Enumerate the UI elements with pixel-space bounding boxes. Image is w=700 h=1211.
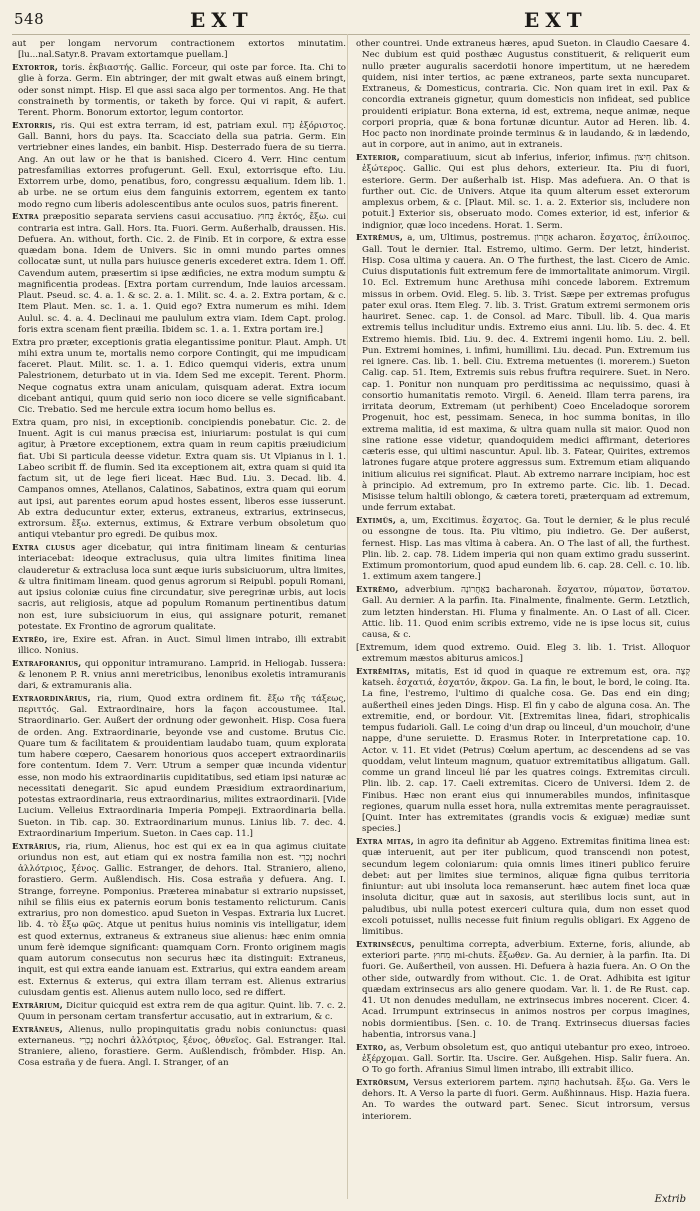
entry-text: Versus exteriorem partem. הַחוּצָה hachutsah. ἔξω. Ga. Vers le dehors. It. A Verso la parte di fuori. Germ. Außhinnaus. Hisp. Hazia fuera. An. To wardes the outward part. Senec. Sicut introrsum, versus interiorem. (362, 1077, 690, 1122)
entry-text: other countrei. Unde extraneus hæres, apud Sueton. in Claudio Caesare 4. Nec dubium est quid posthæc Augustus constituerit, & reliquerit eum nullo præter auguralis sacerdotii honore impertitum, ut ne hæredem quidem, nisi inter tertios, ac pæne extraneos, parte sexta nuncuparet. Extraneus, & Domesticus, contraria. Cic. Non quam iret in exil. Pax & concordia extraneis gignetur, quum domesticis non infideat, sed publice prouidenti eripiatur. Bona externa, id est, extrema, neque animæ, neque corpori propria, quæ & bona fortunæ dicuntur. Autor ad Heren. lib. 4. Hoc pacto non inordinate proinde terminus & in laudando, & in lædendo, aut in corpore, aut in animo, aut in extraneis. (356, 39, 690, 151)
dictionary-entry (12, 121, 346, 211)
entry-lemma: Extrārius, (12, 841, 61, 852)
dictionary-entry (12, 543, 346, 633)
dictionary-entry (12, 418, 346, 542)
running-head-left: EXT (190, 8, 254, 32)
dictionary-entry (356, 233, 690, 514)
entry-text: a, um, Ultimus, postremus. אַחֲרוֹן acharon. ἔσχατος, ἐπίλοιπος. Gall. Tout le dernier. Ital. Estremo, ultimo. Germ. Der letzt, hinderist. Hisp. Cosa ultima y cauera. An. O The furthest, the last. Cicero de Amic. Cuius disputationis fuit extremum fere de immortalitate animorum. Virgil. 10. Ecl. Extremum hunc Arethusa mihi concede laborem. Extremum missus in orbem. Ovid. Eleg. 5. lib. 3. Trist. Sæpe per extremas profugus pater exul oras. Item Eleg. 7. lib. 3. Trist. Gratum extremi sermonem oris hauriret. Senec. cap. 1. de Consol. ad Marc. Tibull. lib. 4. Qua maris extremis tellus includitur undis. Extremo eius anni. Liu. lib. 5. dec. 4. Et Extremo hiemis. Ibid. Liu. 9. dec. 4. Extremi ingenii homo. Liu. 2. bell. Pun. Extremi homines, i. infimi, humillimi. Liu. decad. Pun. Extremum ius rei ignere. Cas. lib. 1. bell. Ciu. Extrema metuentes (i. morerem.) Sueton Calig. cap. 51. Item, Extremis suis rebus fruftra requirere. Suet. in Nero. cap. 1. Ponitur non nunquam pro perditissima ac nequissimo, quasi à consortio humanitatis remoto. Virgil. 6. Aeneid. Illam terra parens, ira irritata deorum, Extremam (ut perhibent) Coeo Enceladoque sororem Progenuit, hoc est, pessimam. Seneca, in hoc summa bonitas, in illo extrema malitia, id est maxima, & ultra quam nulla sit maior. Quod non sine ratione esse videtur, quandoquidem medici affirmant, deteriores cæteris esse, qui ultimi nascuntur. Apul. lib. 3. Fatear, Quirites, extremos latrones fugare atque protere aggressus sum. Extremum etiam aliquando initium alicuius rei significat. Plaut. Ab extremo narrare incipiam, hoc est à principio. Ad extremum, pro In extremo parte. Cic. lib. 1. Decad. Misisse telum haltili oblongo, & cætera toreti, præterquam ad extremum, unde ferrum extabat. (362, 233, 690, 514)
entry-text: adverbium. בַּאַחֲרוֹנָה bacharonah. ἔσχατον, πύματον, ὕστατον. Gall. Au dernier. A la parfin. Ita. Finalmente, finalmente. Germ. Letztlich, zum letzten hinderstan. Hi. Fluma y finalmente. An. O Last of all. Cicer. Attic. lib. 11. Quod enim scribis extremo, vide ne is ipse locus sit, cuius causa, & c. (362, 585, 691, 640)
dictionary-entry (356, 153, 690, 232)
entry-text: aut per longam nervorum contractionem extortos minutatim. [lu...nal.Satyr.8. Pravam extortamque puellam.] (12, 39, 346, 61)
entry-text: toris. ἐκβιαστής. Gallic. Forceur, qui oste par force. Ita. Chi to glie à forza. Germ. Ein abtringer, der mit gwalt etwas auß einem bringt, oder sonst nimpt. Hisp. El que assi saca algo per tormentos. Ang. He that constraineth by tormentis, or taketh by force. Qui vi rapit, & aufert. Terent. Phorm. Bonorum extortor, legum contortor. (18, 63, 346, 118)
entry-text: qui opponitur intramurano. Lamprid. in Heliogab. Iussera: & lenonem P. R. vnius anni meretricibus, lenonibus exoletis intramuranis dari, & extramuranis alia. (18, 658, 346, 691)
entry-text: Alienus, nullo propinquitatis gradu nobis coniunctus: quasi externaneus. נָכְרִי nochri ἀλλότριος, ξένος, ὀθνεῖος. Gal. Estranger. Ital. Straniere, alieno, forastiere. Germ. Außlendisch, frömbder. Hisp. An. Cosa estraña y de fuera. Angl. I. Stranger, of an (18, 1024, 346, 1069)
left-column (12, 39, 346, 1124)
entry-lemma: Extorris, (12, 120, 56, 131)
entry-lemma: Extrēmus, (356, 233, 404, 244)
entry-text: ire, Exire est. Afran. in Auct. Simul limen intrabo, illi extrabit illico. Nonius. (18, 634, 347, 656)
entry-lemma: Extrĕo, (12, 634, 48, 645)
entry-lemma: Extrinsĕcus, (356, 939, 415, 950)
dictionary-entry (12, 212, 346, 336)
entry-text: Extra pro præter, exceptionis gratia elegantissime ponitur. Plaut. Amph. Ut mihi extra unum te, mortalis nemo corpore Contingit, qui me impudicam faceret. Plaut. Milit. sc. 1. a. 1. Edico quemqui videris, extra unum Palestrionem, deturbato ut in via. Idem Sed me excepit. Terent. Phorm. Neque cognatus extra unam aniculam, quisquam aderat. Extra iocum dicebant antiqui, quum quid serio non ioco dicere se velle significabant. Cic. Trebatio. Sed me hercule extra iocum homo bellus es. (12, 337, 346, 415)
dictionary-entry (356, 667, 690, 836)
dictionary-entry (356, 940, 690, 1041)
dictionary-entry (12, 63, 346, 119)
dictionary-entry (356, 837, 690, 938)
entry-text: Dicitur quicquid est extra rem de qua agitur. Quint. lib. 7. c. 2. Quum in personam certam transfertur accusatio, aut in extrarium, & c. (18, 1000, 347, 1022)
entry-lemma: Extrēmo, (356, 585, 399, 595)
entry-lemma: Extro, (356, 1042, 387, 1053)
entry-lemma: Extra mitas, (356, 837, 415, 847)
entry-text: comparatiuum, sicut ab inferius, inferior, infimus. חִיצוֹן chitson. ἐξώτερος. Gallic. Qui est plus dehors, exterieur. Ita. Piu di fuori, esteriore. Germ. Der außerhalb ist. Hisp. Mas adefuera. An. O that is further out. Cic. de Univers. Atque ita quum alterum esset exterorum amplexus orbem, & c. [Plaut. Mil. sc. 1. a. 2. Exterior sis, includere non potuit.] Exterior sis, obseruato modo. Comes exterior, id est, inferior & indignior, quæ loco incedens. Horat. 1. Serm. (362, 153, 690, 231)
dictionary-entry (12, 39, 346, 62)
entry-text: Extra quam, pro nisi, in exceptionib. concipiendis ponebatur. Cic. 2. de Inuent. Agit is cui manus præcisa est, iniuriarum: postulat is qui cum agitur, à Prætore exceptionem, extra quam in reum capitis præiudicium fiat. Ubi Si particula deesse videtur. Extra quam sis. Ut Vlpianus in l. 1. Labeo scribit ff. de flumin. Sed ita exceptionem ait, extra quam si quid ita factum sit, ut de lege fieri liceat. Hæc Bud. Liu. 3. Decad. lib. 4. Campanos omnes, Atellanos, Calatinos, Sabatinos, extra quam qui eorum aut ipsi, aut parentes eorum apud hostes essent, liberos esse iusserunt. Ab extra deducuntur exter, exterus, extraneus, extrarius, extrinsecus, extrorsum. ἔξω. externus, extimus, & Extrare verbum obsoletum quo antiqui vtebantur pro egredi. De quibus mox. (12, 417, 346, 541)
dictionary-entry (12, 659, 346, 693)
catchword: Extrib (654, 1194, 686, 1205)
dictionary-entry (12, 635, 346, 658)
dictionary-entry (356, 585, 690, 641)
right-column (356, 39, 690, 1124)
entry-lemma: Extrōrsum, (356, 1077, 410, 1088)
entry-lemma: Exterior, (356, 153, 401, 163)
dictionary-entry (12, 694, 346, 840)
running-head-right: EXT (524, 8, 588, 32)
entry-text: ria, rium, Quod extra ordinem fit. ἔξω τῆς τάξεως, περιττός. Gal. Extraordinaire, hors la façon accoustumee. Ital. Straordinario. Ger. Außert der ordnung oder gewonheit. Hisp. Cosa fuera de orden. Ang. Extraordinarie, beyonde vse and custome. Brutus Cic. Quare tum & facilitatem & prouidentiam laudabo tuam, quum explorata tum habere cœpero, Caesarem honorious quos accepert extraordinariis fore contentum. Idem 7. Verr. Utrum a semper quæ incunda videntur esse, non modo his extraordinariis cupiditatibus, sed etiam ipsi naturæ ac necessitati denegarit. Sic apud eundem Præsidium extraordinarium, potestas extraordinaria, reus extraordinarius, milites extraordinarii. [Vide Lucium. Velleius Extraordinaria Imperia Pompeji. Extraordinaria bella. Sueton. in Tib. cap. 30. Extraordinarium munus. Linius lib. 7. dec. 4. Extraordinarium Imperium. Sueton. in Caes cap. 11.] (18, 693, 347, 839)
text-columns (12, 39, 690, 1124)
entry-text: penultima correpta, adverbium. Externe, foris, aliunde, ab exteriori parte. מִחוּץ mi-chuts. ἔξωθεν. Ga. Au dernier, à la parfin. Ita. Di fuori. Ge. Außertheil, von aussen. Hi. Defuera à hazia fuera. An. O On the other side, outwardly from without. Cic. 1. de Orat. Adhibita est igitur quædam extrinsecus ars alio genere quodam. Var. li. 1. de Re Rust. cap. 41. Ut non denudes medullam, ne extrinsecus imbres nocerent. Cicer. 4. Acad. Irrumpunt extrinsecus in animos nostros per corpus imagines, nobis dormientibus. [Sen. c. 10. de Tranq. Extrinsecus diuersas facies habentia, introrsus vana.] (362, 939, 691, 1040)
dictionary-entry (356, 643, 690, 666)
entry-text: a, um, Excitimus. ἔσχατος. Ga. Tout le dernier, & le plus reculé ou essongne de tous. Ita. Piu vltimo, piu indietro. Ge. Der außerst, fernest. Hisp. Las mas vltima à cabera. An. O The last of all, the furthest. Plin. lib. 2. cap. 78. Lidem imperia qui non quam extimo gradu susserint. Extimum promontorium, quod apud eundem lib. 6. cap. 28. Cell. c. 10. lib. 1. extimum axem tangere.] (362, 516, 691, 583)
entry-lemma: Extortor, (12, 63, 59, 73)
dictionary-entry (356, 516, 690, 584)
dictionary-entry (356, 1078, 690, 1123)
entry-lemma: Extimŭs, (356, 516, 397, 526)
entry-lemma: Extra (12, 212, 39, 223)
dictionary-entry (356, 39, 690, 152)
entry-text: ris. Qui est extra terram, id est, patriam exul. נִדָּח ἐξόριστος. Gall. Banni, hors du pays. Ita. Scacciato della sua patria. Germ. Ein vertriebner eines landes, ein banbit. Hisp. Desterrado fuera de su tierra. Ang. An out law or he that is banished. Cicero 4. Verr. Hinc centum patresfamilias extorres profugerunt. Gell. Exul, extorrisque efto. Liu. Extorrem urbe, domo, penatibus, foro, congressu æqualium. Idem lib. 1. ab urbe. ne se ortum eius dem fanguinis extorrem, egentem ex tanto modo regno cum liberis adolescentibus ante oculos suos, patris finerent. (18, 120, 347, 210)
entry-lemma: Extraordinārius, (12, 693, 91, 704)
dictionary-entry (356, 1043, 690, 1077)
entry-lemma: Extra clusus (12, 543, 76, 553)
dictionary-entry (12, 842, 346, 1000)
page-number: 548 (14, 10, 45, 28)
entry-text: [Extremum, idem quod extremo. Ouid. Eleg 3. lib. 1. Trist. Alloquor extremum mæstos abiturus amicos.] (356, 642, 690, 664)
entry-text: præpositio separata serviens casui accusatiuo. בְּחוּץ ἐκτός, ἔξω. cui contraria est intra. Gall. Hors. Ita. Fuori. Germ. Außerhalb, draussen. His. Defuera. An. without, forth. Cic. 2. de Finib. Et in corpore, & extra esse quædam bona. Idem de Univers. Sic in omni mundo partes omnes collocatæ sunt, ut nulla pars huiusce generis excederet extra. Idem 1. Off. Cavendum autem, præsertim si ipse ædificies, ne extra modum sumptu & magnificentia prodeas. [Extra portam currendum, Inde lauios arcessam. Plaut. Pseud. sc. 4. a. 1. & sc. 2. a. 1. Milit. sc. 4. a. 2. Extra portam, & c. Item Plaut. Men. sc. 1. a. 1. Quid ego? Extra numerum es mihi. Idem Aulul. sc. 4. a. 4. Declinaui me paululum extra viam. Idem Capt. prolog. foris extra scenam fient præilia. Ibidem sc. 1. a. 1. Extra portam ire.] (18, 212, 347, 335)
dictionary-entry (12, 1025, 346, 1070)
entry-text: mitatis, Est id quod in quaque re extremum est, ora. קְצָה katseh. ἐσχατιά, ἐσχατόν, ἄκρον. Ga. La fin, le bout, le bord, le coing. Ita. La fine, l'estremo, l'ultimo di qualche cosa. Ge. Das end ein ding; außertheil eines jeden Dings. Hisp. El fin y cabo de alguna cosa. An. The extremitie, end, or bordour. Vit. [Extremitas linea, fidari, strophicalis tempus fudarioli. Gall. Le coing d'un drap ou linceul, d'un mouchoir, d'une nappe, d'une seruiette. D. Erasmus Roter. in Interpretatione cap. 10. Actor. v. 11. Et videt (Petrus) Cœlum apertum, ac descendens ad se vas quoddam, velut linteum magnum, quatuor extremitatibus alligatum. Gall. comme un grand linceul lié par les quatres coings. Extremitas circuli. Plin. lib. 2. cap. 17. Caeli extremitas. Cicero de Universi. Idem 2. de Finibus. Hæc non erant eius qui innumerabiles mundos, infinitasque regiones, quarum nulla esset hora, nulla extremitas mente peragrauisset. [Quint. Inter has extremitates (grandis vocis & exiguæ) mediæ sunt species.] (362, 666, 690, 835)
entry-text: ria, rium, Alienus, hoc est qui ex ea in qua agimus ciuitate oriundus non est, aut etiam qui ex nostra familia non est. נָכְרִי nochri ἀλλότριος, ξένος. Gallic. Estranger, de dehors. Ital. Straniero, alieno, forastiero. Germ. Außlendisch. His. Cosa estraña y defuera. Ang. I. Strange, forreyne. Pomponius. Præterea minabatur si extrario nupsisset, nihil se filiis eius ex paternis eorum bonis testamento relicturum. Canis extrarius, pro non domestico. apud Sueton in Vespas. Extraria lux Lucret. lib. 4. τὸ ἔξω φῶς. Atque ut penitus huius nominis vis intelligatur, idem est quod externus, extraneus & extraneus siue alienus: hæc enim omnia unum ferè idemque significant: quamquam Corn. Fronto originem magis quam autorum consecutus non securus hæc ita distinguit: Extraneus, inquit, est qui extra eande ianuam est. Extrarius, qui extra eandem aream est. Externus & exterus, qui extra illam terram est. Alienus extrarius cuiusdam gentis est. Alienus autem nullo loco, sed re differt. (18, 841, 347, 998)
entry-lemma: Extrārium, (12, 1000, 64, 1011)
column-divider (347, 34, 348, 1199)
entry-lemma: Extrāneus, (12, 1024, 64, 1035)
dictionary-entry (12, 338, 346, 417)
entry-text: ager dicebatur, qui intra finitimam lineam & centurias interiacebat: ideoque extraclusus, quia ultra limites finitima linea clauderetur & extraclusa loca sunt æque iuris subsiciuorum, ultra limites, & ultra finitimam lineam. quod genus agrorum si Reipubl. populi Romani, aut ipsius coloniæ cuius fine circundatur, sive peregrinæ urbis, aut locis sacris, aut religiosis, atque ad populum Romanum pertinentibus datum non est, iure subsiciuorum in eius, qui assignare poturit, remanet potestate. Ex Frontino de agrorum qualitate. (18, 543, 346, 632)
entry-text: in agro ita definitur ab Aggeno. Extremitas finitima linea est: quæ interuenit, aut per iter publicum, quod transcendi non potest, secundum legem coloniarum: quia omnis limes itineri publico feruire debet: aut per limites siue terminos, aliquæ figna quibus territoria finiuntur: aut ubi insoluta loca remanserunt. hæc autem finet loca quæ insoluta dicitur, quæ aut in saxosis, aut sterilibus locis sunt, aut in paludibus, ubi nulla potest exerceri cultura quia, dum non esset quod excoli potuisset, nullis necesse fuit finium regulis obligari. Ex Aggeno de limitibus. (362, 837, 690, 937)
dictionary-entry (12, 1001, 346, 1024)
entry-text: as, Verbum obsoletum est, quo antiqui utebantur pro exeo, introeo. ἐξέρχομαι. Gall. Sortir. Ita. Uscire. Ger. Außgehen. Hisp. Salir fuera. An. O To go forth. Afranius Simul limen intrabo, illi extrabit illico. (362, 1042, 690, 1075)
entry-lemma: Extrēmĭtas, (356, 666, 411, 677)
entry-lemma: Extraforanius, (12, 658, 82, 669)
page-header (12, 8, 690, 35)
